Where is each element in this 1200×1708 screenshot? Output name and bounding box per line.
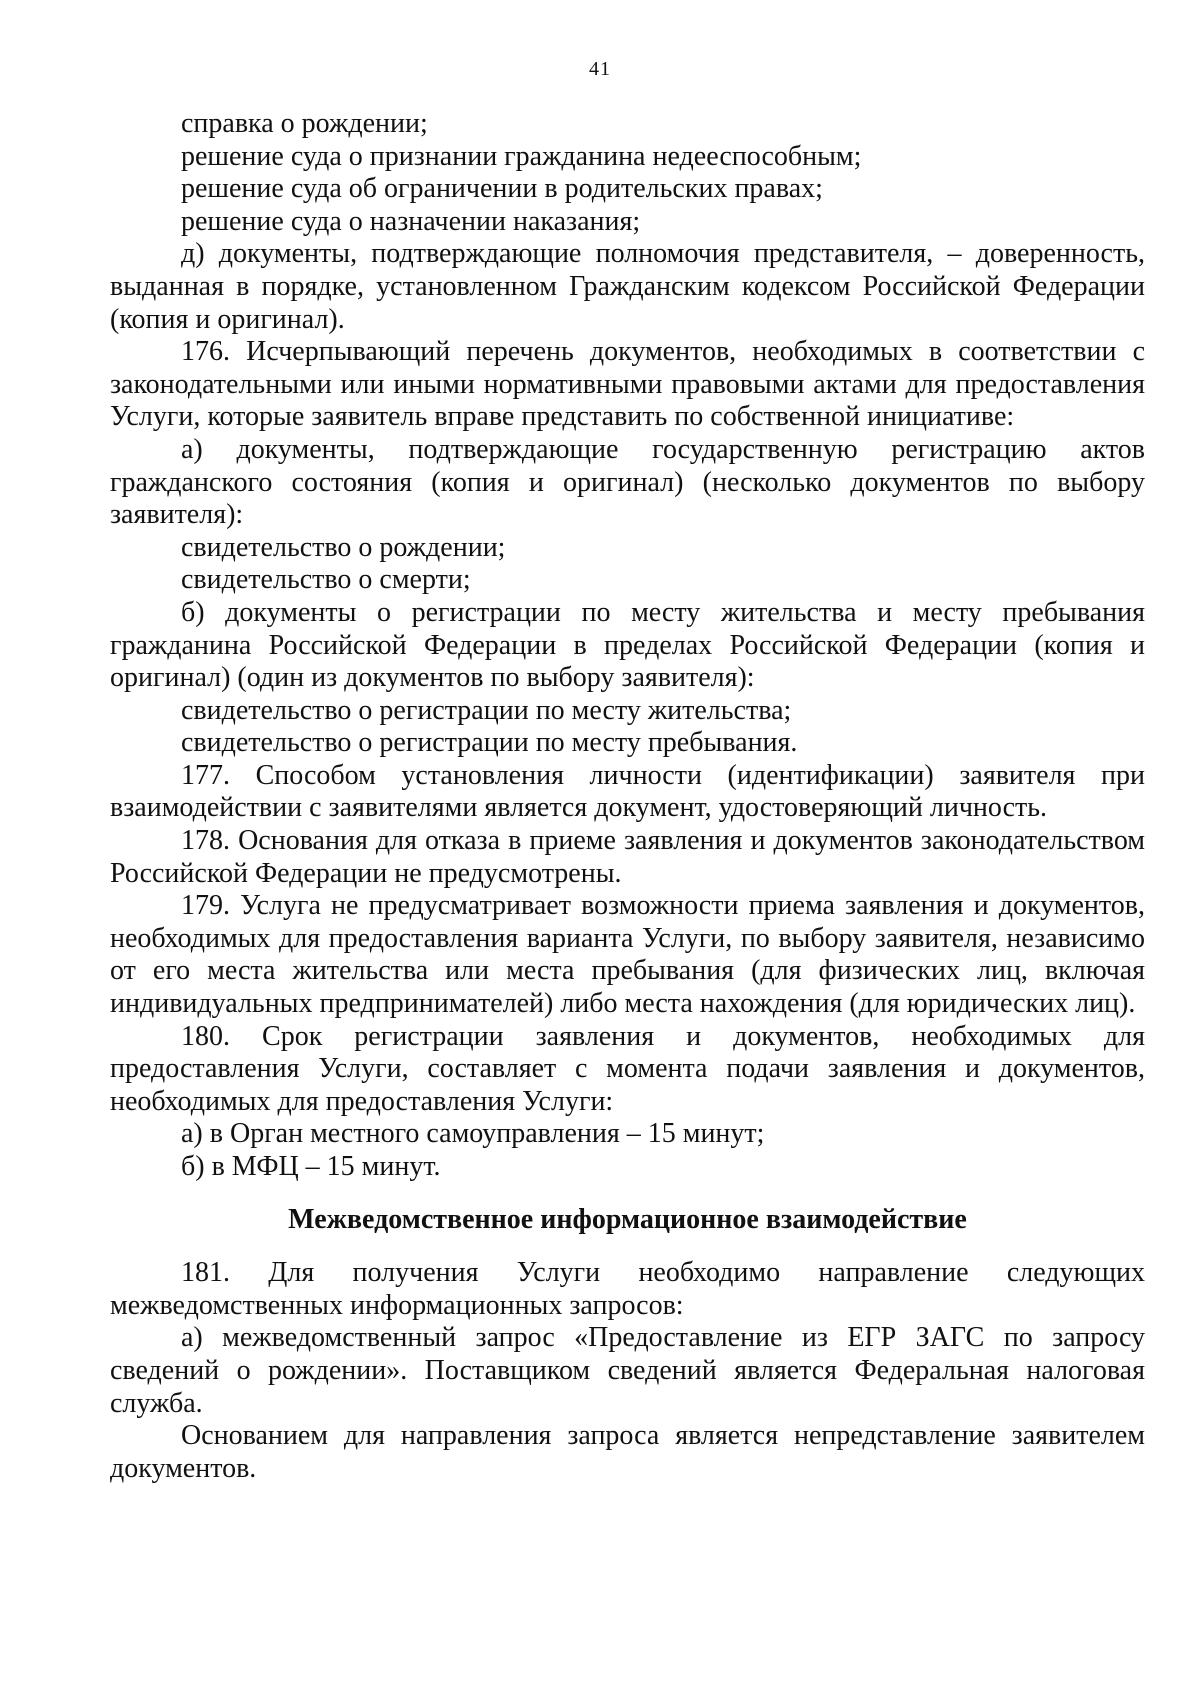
- document-body: [110, 108, 1145, 1485]
- page-number: 41: [589, 58, 611, 80]
- paragraph: б) в МФЦ – 15 минут.: [181, 1151, 441, 1182]
- paragraph: а) межведомственный запрос «Предоставление из ЕГР ЗАГС по запросу сведений о рождении». Поставщиком сведений является Федеральная налоговая служба.: [110, 1322, 1145, 1419]
- paragraph: 178. Основания для отказа в приеме заявления и документов законодательством Российской Федерации не предусмотрены.: [110, 825, 1145, 889]
- paragraph: свидетельство о смерти;: [181, 564, 471, 596]
- paragraph: 177. Способом установления личности (идентификации) заявителя при взаимодействии с заявителями является документ, удостоверяющий личность.: [110, 759, 1145, 824]
- paragraph: решение суда о признании гражданина недееспособным;: [181, 140, 862, 172]
- paragraph: а) документы, подтверждающие государственную регистрацию актов гражданского состояния (копия и оригинал) (несколько документов по выбору заявителя):: [110, 433, 1145, 531]
- paragraph: д) документы, подтверждающие полномочия представителя, – доверенность, выданная в порядке, установленном Гражданским кодексом Российской Федерации (копия и оригинал).: [110, 238, 1145, 335]
- paragraph: б) документы о регистрации по месту жительства и месту пребывания гражданина Российской Федерации в пределах Российской Федерации (копия и оригинал) (один из документов по выбору заявителя):: [110, 596, 1145, 694]
- paragraph: свидетельство о рождении;: [181, 531, 506, 563]
- paragraph: свидетельство о регистрации по месту жительства;: [181, 694, 792, 726]
- paragraph: Основанием для направления запроса является непредставление заявителем документов.: [110, 1420, 1145, 1484]
- paragraph: а) в Орган местного самоуправления – 15 минут;: [181, 1118, 765, 1150]
- paragraph: 180. Срок регистрации заявления и документов, необходимых для предоставления Услуги, составляет с момента подачи заявления и документов, необходимых для предоставления Услуги:: [110, 1020, 1145, 1117]
- paragraph: 179. Услуга не предусматривает возможности приема заявления и документов, необходимых для предоставления варианта Услуги, по выбору заявителя, независимо от его места жительства или места пребывания (для физических лиц, включая индивидуальных предпринимателей) либо места нахождения (для юридических лиц).: [110, 890, 1145, 1020]
- paragraph: 181. Для получения Услуги необходимо направление следующих межведомственных информационных запросов:: [110, 1257, 1145, 1321]
- section-heading: Межведомственное информационное взаимодействие: [288, 1203, 967, 1235]
- paragraph: свидетельство о регистрации по месту пребывания.: [181, 727, 798, 759]
- paragraph: решение суда о назначении наказания;: [181, 205, 641, 237]
- paragraph: 176. Исчерпывающий перечень документов, необходимых в соответствии с законодательными или иными нормативными правовыми актами для предоставления Услуги, которые заявитель вправе представить по собственной инициативе:: [110, 336, 1145, 433]
- paragraph: решение суда об ограничении в родительских правах;: [181, 173, 823, 205]
- paragraph: справка о рождении;: [181, 108, 428, 139]
